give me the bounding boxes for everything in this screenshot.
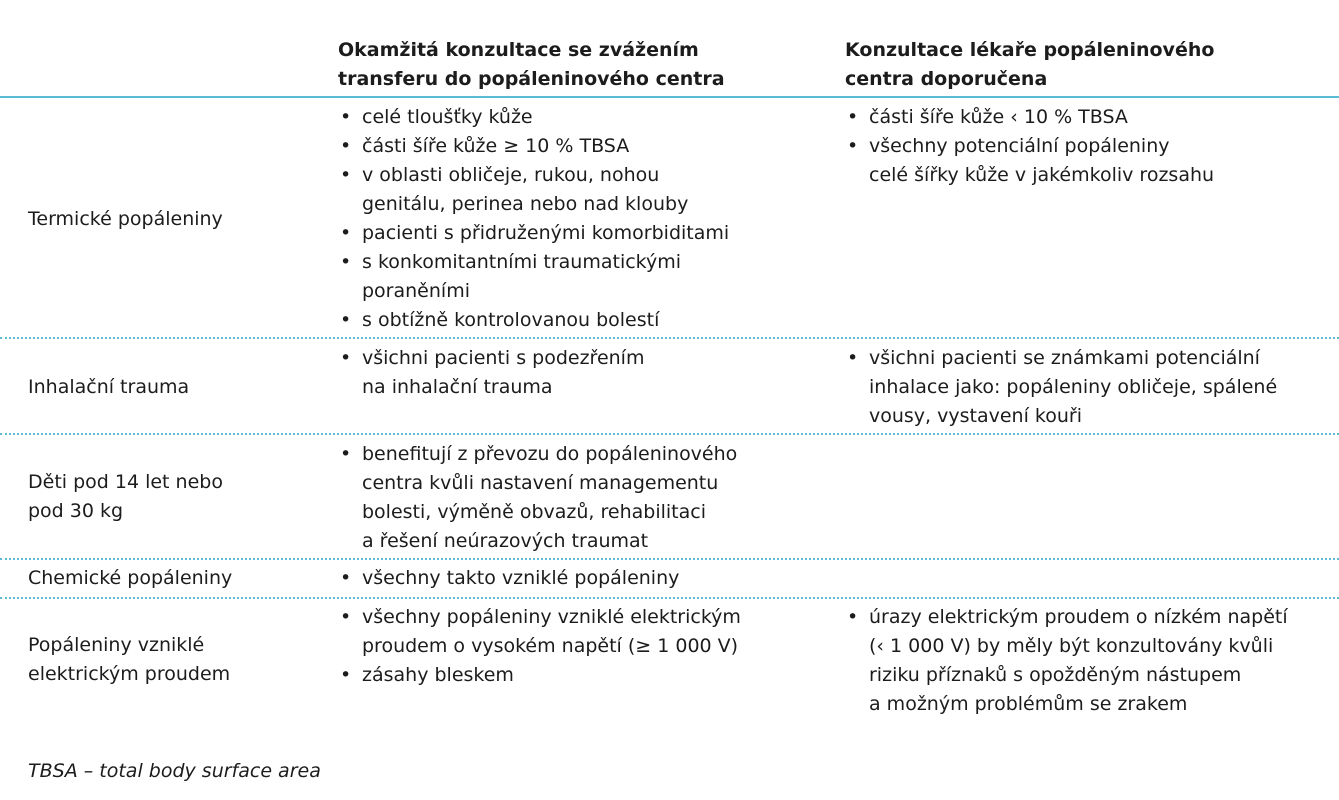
label-line: Děti pod 14 let nebo	[28, 471, 223, 493]
item-line: • všechny potenciální popáleniny	[869, 135, 1170, 157]
list-item	[338, 132, 729, 161]
item-line: riziku příznaků s opožděným nástupem	[869, 664, 1242, 686]
label-line: Termické popáleniny	[28, 208, 223, 230]
item-line: • všechny popáleniny vzniklé elektrickým	[362, 606, 741, 628]
list-item	[338, 248, 729, 306]
inhalation-immediate-cell	[338, 344, 644, 402]
item-line: • benefitují z převozu do popáleninového	[362, 443, 738, 465]
item-line: • všichni pacienti s podezřením	[362, 347, 645, 369]
item-line: proudem o vysokém napětí (≥ 1 000 V)	[362, 635, 739, 657]
item-line: • úrazy elektrickým proudem o nízkém napětí	[869, 606, 1288, 628]
row-label-chemical-burns	[28, 564, 232, 593]
header-immediate-consultation	[338, 36, 725, 94]
label-line: Popáleniny vzniklé	[28, 634, 205, 656]
header-line: centra doporučena	[845, 68, 1048, 90]
list-item	[845, 344, 1277, 431]
header-recommended-consultation	[845, 36, 1214, 94]
electrical-recommended-cell	[845, 603, 1288, 719]
label-line: Inhalační trauma	[28, 376, 190, 398]
item-line: • celé tloušťky kůže	[362, 106, 533, 128]
item-line: • v oblasti obličeje, rukou, nohou	[362, 164, 660, 186]
header-rule	[0, 96, 1339, 98]
list-item	[338, 344, 644, 402]
list-item	[845, 603, 1288, 719]
row-label-electrical-burns	[28, 631, 230, 689]
item-line: na inhalační trauma	[362, 376, 553, 398]
item-line: bolesti, výměně obvazů, rehabilitaci	[362, 501, 706, 523]
row-label-children	[28, 468, 223, 526]
list-item	[338, 440, 737, 556]
row-label-thermal-burns	[28, 205, 223, 234]
list-item	[845, 132, 1214, 190]
item-line: • pacienti s přidruženými komorbiditami	[362, 222, 730, 244]
thermal-recommended-cell	[845, 103, 1214, 190]
header-line: Okamžitá konzultace se zvážením	[338, 39, 699, 61]
item-line: • zásahy bleskem	[362, 664, 514, 686]
item-line: • s obtížně kontrolovanou bolestí	[362, 309, 660, 331]
list-item	[338, 564, 679, 593]
inhalation-recommended-cell	[845, 344, 1277, 431]
item-line: a řešení neúrazových traumat	[362, 530, 649, 552]
chemical-immediate-cell	[338, 564, 679, 593]
label-line: pod 30 kg	[28, 500, 124, 522]
list-item	[338, 161, 729, 219]
item-line: • s konkomitantními traumatickými	[362, 251, 682, 273]
item-line: vousy, vystavení kouři	[869, 405, 1082, 427]
item-line: • části šíře kůže ≥ 10 % TBSA	[362, 135, 630, 157]
item-line: • části šíře kůže ‹ 10 % TBSA	[869, 106, 1128, 128]
list-item	[338, 661, 741, 690]
label-line: Chemické popáleniny	[28, 567, 233, 589]
electrical-immediate-cell	[338, 603, 741, 690]
item-line: • všichni pacienti se známkami potenciální	[869, 347, 1260, 369]
row-separator	[0, 337, 1339, 339]
footnote-tbsa: TBSA – total body surface area	[28, 760, 321, 782]
list-item	[845, 103, 1214, 132]
list-item	[338, 219, 729, 248]
row-label-inhalation-trauma	[28, 373, 189, 402]
item-line: inhalace jako: popáleniny obličeje, spálené	[869, 376, 1278, 398]
item-line: a možným problémům se zrakem	[869, 693, 1188, 715]
list-item	[338, 103, 729, 132]
item-line: • všechny takto vzniklé popáleniny	[362, 567, 680, 589]
children-immediate-cell	[338, 440, 737, 556]
row-separator	[0, 558, 1339, 560]
row-separator	[0, 597, 1339, 599]
header-line: transferu do popáleninového centra	[338, 68, 725, 90]
list-item	[338, 603, 741, 661]
header-line: Konzultace lékaře popáleninového	[845, 39, 1215, 61]
list-item	[338, 306, 729, 335]
item-line: celé šířky kůže v jakémkoliv rozsahu	[869, 164, 1215, 186]
item-line: genitálu, perinea nebo nad klouby	[362, 193, 689, 215]
item-line: centra kvůli nastavení managementu	[362, 472, 719, 494]
thermal-immediate-cell	[338, 103, 729, 335]
item-line: poraněními	[362, 280, 470, 302]
label-line: elektrickým proudem	[28, 663, 231, 685]
row-separator	[0, 433, 1339, 435]
item-line: (‹ 1 000 V) by měly být konzultovány kvůli	[869, 635, 1274, 657]
